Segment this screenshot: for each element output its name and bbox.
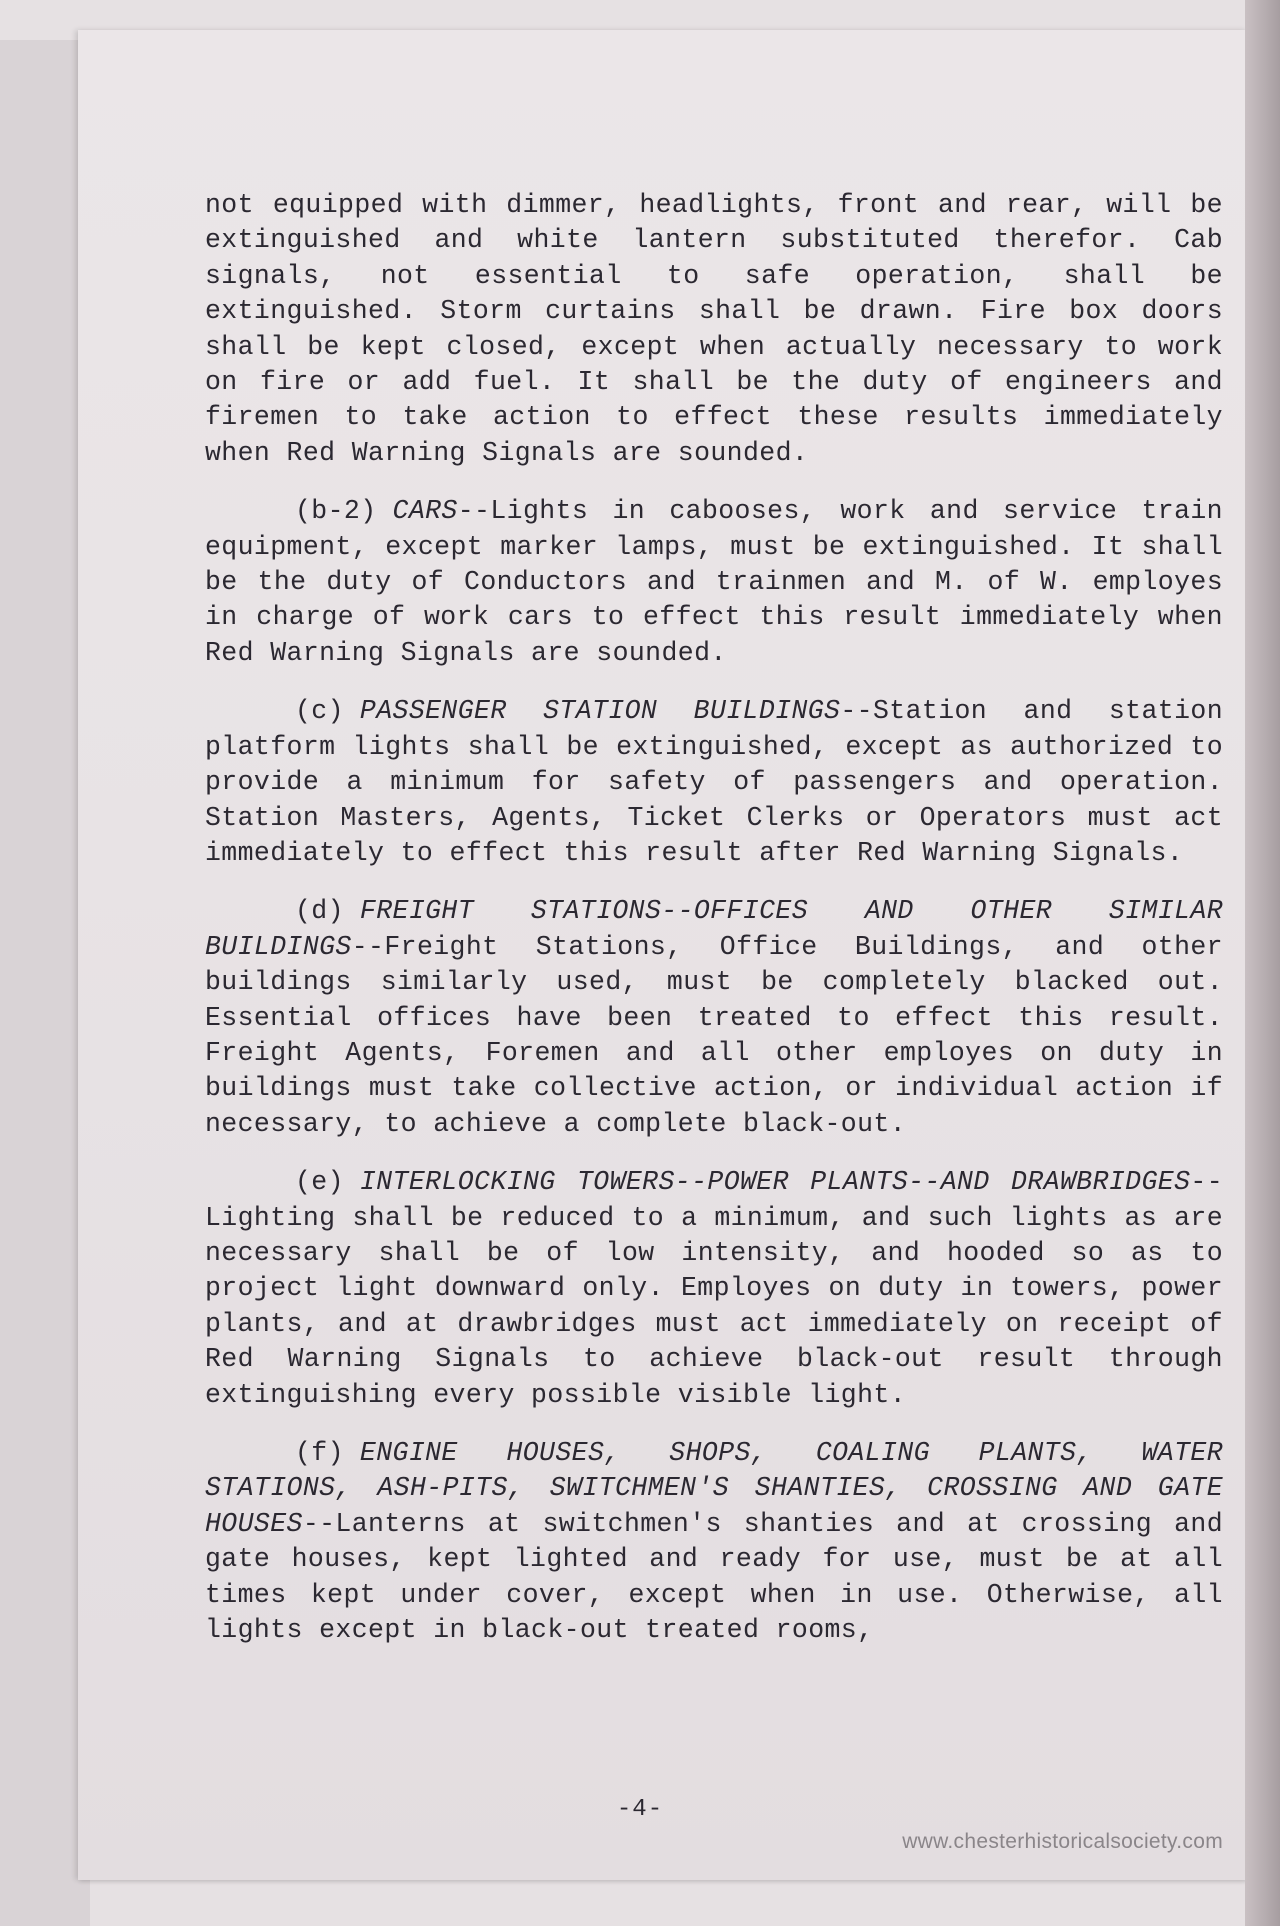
booklet-spine-edge xyxy=(1245,0,1280,1926)
paragraph-label: (b-2) xyxy=(295,496,377,527)
paragraph-text: not equipped with dimmer, headlights, front and rear, will be extinguished and white lantern substituted therefor. Cab signals, not essential to safe operation, shall be extinguished. Storm curtains shall be drawn. Fire box doors shall be kept closed, except when actually necessary to work on fire or add fuel. It shall be the duty of engineers and firemen to take action to effect these results immediately when Red Warning Signals are sounded. xyxy=(205,190,1223,468)
page-number: -4- xyxy=(616,1796,664,1823)
paragraph-continuation xyxy=(205,188,1223,471)
underlying-page-edge xyxy=(0,40,90,1926)
paragraph-b2-cars xyxy=(205,494,1223,671)
paragraph-heading: INTERLOCKING TOWERS--POWER PLANTS--AND DRAWBRIDGES xyxy=(359,1167,1191,1198)
paragraph-label: (f) xyxy=(295,1438,344,1468)
paragraph-heading: PASSENGER STATION BUILDINGS xyxy=(359,696,841,727)
paragraph-text: --Station and station platform lights shall be extinguished, except as authorized to provide a minimum for safety of passengers and operation. Station Masters, Agents, Ticket Clerks or Operators must act immediately to effect this result after Red Warning Signals. xyxy=(205,696,1224,868)
paragraph-heading: ENGINE HOUSES, SHOPS, COALING PLANTS, WATER STATIONS, ASH-PITS, SWITCHMEN'S SHANTIES, CROSSING AND GATE HOUSES xyxy=(205,1438,1223,1539)
paragraph-label: (e) xyxy=(295,1167,344,1198)
paragraph-text: --Lights in cabooses, work and service train equipment, except marker lamps, must be extinguished. It shall be the duty of Conductors and trainmen and M. of W. employes in charge of work cars to effect this result immediately when Red Warning Signals are sounded. xyxy=(205,496,1223,668)
paragraph-d-freight-stations xyxy=(205,894,1223,1142)
paragraph-text: --Lighting shall be reduced to a minimum, and such lights as are necessary shall be of low intensity, and hooded so as to project light downward only. Employes on duty in towers, power plants, and at drawbridges must act immediately on receipt of Red Warning Signals to achieve black-out result through extinguishing every possible visible light. xyxy=(205,1167,1223,1410)
source-watermark: www.chesterhistoricalsociety.com xyxy=(902,1830,1223,1853)
paragraph-text: --Lanterns at switchmen's shanties and at crossing and gate houses, kept lighted and ready for use, must be at all times kept under cover, except when in use. Otherwise, all lights except in black-out treated rooms, xyxy=(205,1508,1223,1646)
paragraph-label: (c) xyxy=(295,696,344,727)
document-body xyxy=(205,188,1223,1671)
paragraph-f-engine-houses xyxy=(205,1436,1223,1648)
paragraph-c-passenger-stations xyxy=(205,694,1223,871)
paragraph-text: --Freight Stations, Office Buildings, and other buildings similarly used, must be completely blacked out. Essential offices have been treated to effect this result. Freight Agents, Foremen and all other employes on duty in buildings must take collective action, or individual action if necessary, to achieve a complete black-out. xyxy=(205,931,1223,1139)
paragraph-e-interlocking-towers xyxy=(205,1165,1223,1413)
paragraph-heading: CARS xyxy=(392,496,458,527)
paragraph-heading: FREIGHT STATIONS--OFFICES AND OTHER SIMILAR BUILDINGS xyxy=(205,896,1223,962)
paragraph-label: (d) xyxy=(295,896,344,927)
